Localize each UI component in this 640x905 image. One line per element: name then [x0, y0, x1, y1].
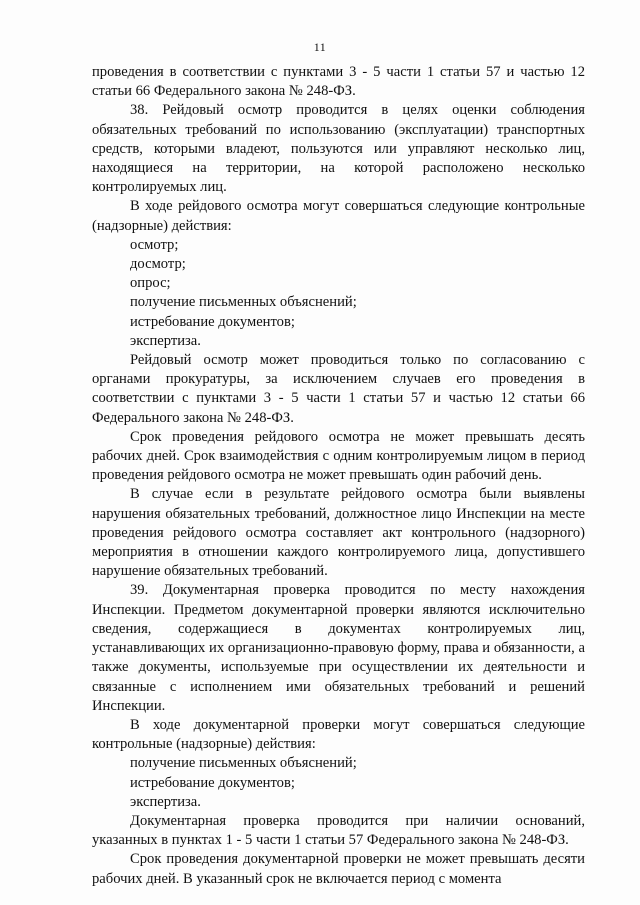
paragraph: 39. Документарная проверка проводится по месту нахождения Инспекции. Предметом документарной проверки являются исключительно сведения, содержащиеся в документах контролируемых лиц, устанавливающих их организационно-правовую форму, права и обязанности, а также документы, используемые при осуществлении их деятельности и связанные с исполнением ими обязательных требований и решений Инспекции.	[92, 582, 585, 714]
list-item: истребование документов;	[130, 313, 295, 330]
document-body	[92, 63, 585, 889]
list-item: экспертиза.	[130, 332, 201, 349]
paragraph: Срок проведения документарной проверки не может превышать десяти рабочих дней. В указанный срок не включается период с момента	[92, 851, 585, 887]
list-item: досмотр;	[130, 256, 186, 273]
paragraph: Рейдовый осмотр может проводиться только по согласованию с органами прокуратуры, за исключением случаев его проведения в соответствии с пунктами 3 - 5 части 1 статьи 57 и частью 12 статьи 66 Федерального закона № 248-ФЗ.	[92, 352, 585, 426]
page-number: 11	[313, 40, 327, 54]
list-item: экспертиза.	[130, 793, 201, 810]
list-item: истребование документов;	[130, 774, 295, 791]
paragraph: Срок проведения рейдового осмотра не может превышать десять рабочих дней. Срок взаимодействия с одним контролируемым лицом в период проведения рейдового осмотра не может превышать один рабочий день.	[92, 428, 585, 484]
list-item: получение письменных объяснений;	[130, 755, 357, 772]
list-item: осмотр;	[130, 236, 179, 253]
paragraph: В случае если в результате рейдового осмотра были выявлены нарушения обязательных требований, должностное лицо Инспекции на месте проведения рейдового осмотра составляет акт контрольного (надзорного) мероприятия в отношении каждого контролируемого лица, допустившего нарушение обязательных требований.	[92, 486, 585, 580]
list-item: получение письменных объяснений;	[130, 294, 357, 311]
paragraph: В ходе документарной проверки могут совершаться следующие контрольные (надзорные) действия:	[92, 716, 585, 753]
list-item: опрос;	[130, 275, 171, 292]
paragraph: Документарная проверка проводится при наличии оснований, указанных в пунктах 1 - 5 части 1 статьи 57 Федерального закона № 248-ФЗ.	[92, 812, 585, 849]
paragraph: 38. Рейдовый осмотр проводится в целях оценки соблюдения обязательных требований по использованию (эксплуатации) транспортных средств, которыми владеют, пользуются или управляют несколько лиц, находящиеся на территории, на которой расположено несколько контролируемых лиц.	[92, 102, 585, 196]
paragraph: В ходе рейдового осмотра могут совершаться следующие контрольные (надзорные) действия:	[92, 198, 585, 234]
paragraph: проведения в соответствии с пунктами 3 - 5 части 1 статьи 57 и частью 12 статьи 66 Федерального закона № 248-ФЗ.	[92, 64, 585, 100]
